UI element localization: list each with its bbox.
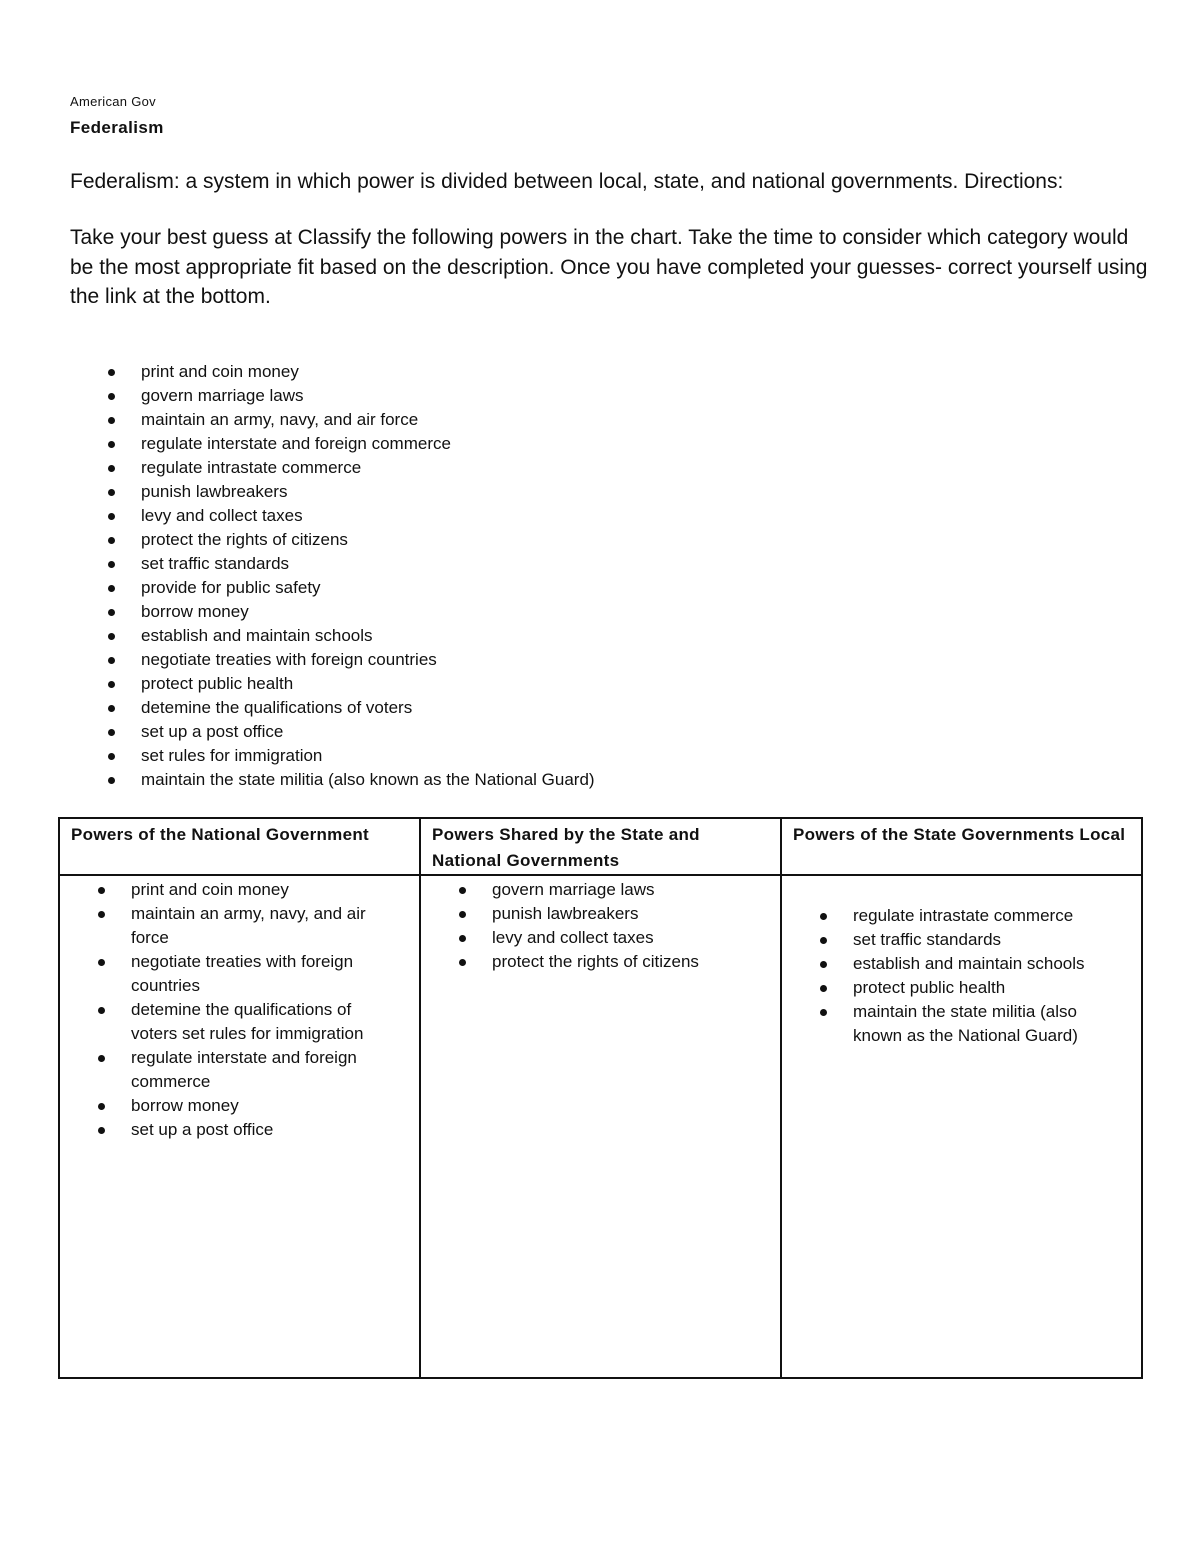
table-header-row (59, 818, 1142, 875)
definition-text: Federalism: a system in which power is divided between local, state, and national governments. Directions: (70, 170, 1064, 193)
list-item: govern marriage laws (421, 878, 780, 902)
list-item: punish lawbreakers (70, 480, 595, 504)
list-item: protect the rights of citizens (421, 950, 780, 974)
national-powers-header: Powers of the National Government (59, 818, 420, 875)
list-item: punish lawbreakers (421, 902, 780, 926)
state-powers-cell (781, 875, 1142, 1378)
list-item: levy and collect taxes (70, 504, 595, 528)
list-item: protect the rights of citizens (70, 528, 595, 552)
state-powers-header: Powers of the State Governments Local (781, 818, 1142, 875)
list-item: regulate interstate and foreign commerce (70, 432, 595, 456)
list-item: establish and maintain schools (782, 952, 1141, 976)
list-item: print and coin money (70, 360, 595, 384)
instructions-text: Take your best guess at Classify the following powers in the chart. Take the time to consider which category would be the most appropriate fit based on the description. Once you have completed your guesses- correct yourself using the link at the bottom. (70, 226, 1148, 308)
document-title: Federalism (70, 118, 164, 137)
list-item: regulate intrastate commerce (70, 456, 595, 480)
list-item: set rules for immigration (70, 744, 595, 768)
list-item: negotiate treaties with foreign countries (60, 950, 419, 998)
list-item: levy and collect taxes (421, 926, 780, 950)
list-item: regulate interstate and foreign commerce (60, 1046, 419, 1094)
list-item: provide for public safety (70, 576, 595, 600)
course-name: American Gov (70, 94, 156, 109)
list-item: maintain the state militia (also known as the National Guard) (70, 768, 595, 792)
shared-powers-header: Powers Shared by the State and National Governments (420, 818, 781, 875)
list-item: maintain an army, navy, and air force (70, 408, 595, 432)
list-item: borrow money (70, 600, 595, 624)
list-item: maintain the state militia (also known as the National Guard) (782, 1000, 1141, 1048)
shared-powers-list (421, 878, 780, 974)
state-powers-list (782, 878, 1141, 1048)
national-powers-cell (59, 875, 420, 1378)
list-item: protect public health (782, 976, 1141, 1000)
list-item: maintain an army, navy, and air force (60, 902, 419, 950)
powers-table (58, 817, 1143, 1379)
list-item: detemine the qualifications of voters set rules for immigration (60, 998, 419, 1046)
list-item: borrow money (60, 1094, 419, 1118)
table-row (59, 875, 1142, 1378)
list-item: set traffic standards (70, 552, 595, 576)
national-powers-list (60, 878, 419, 1142)
list-item: establish and maintain schools (70, 624, 595, 648)
list-item: set up a post office (60, 1118, 419, 1142)
list-item: govern marriage laws (70, 384, 595, 408)
list-item: regulate intrastate commerce (782, 904, 1141, 928)
list-item: detemine the qualifications of voters (70, 696, 595, 720)
list-item: protect public health (70, 672, 595, 696)
list-item: print and coin money (60, 878, 419, 902)
list-item: set traffic standards (782, 928, 1141, 952)
list-item: negotiate treaties with foreign countries (70, 648, 595, 672)
powers-list (70, 360, 595, 792)
shared-powers-cell (420, 875, 781, 1378)
list-item: set up a post office (70, 720, 595, 744)
